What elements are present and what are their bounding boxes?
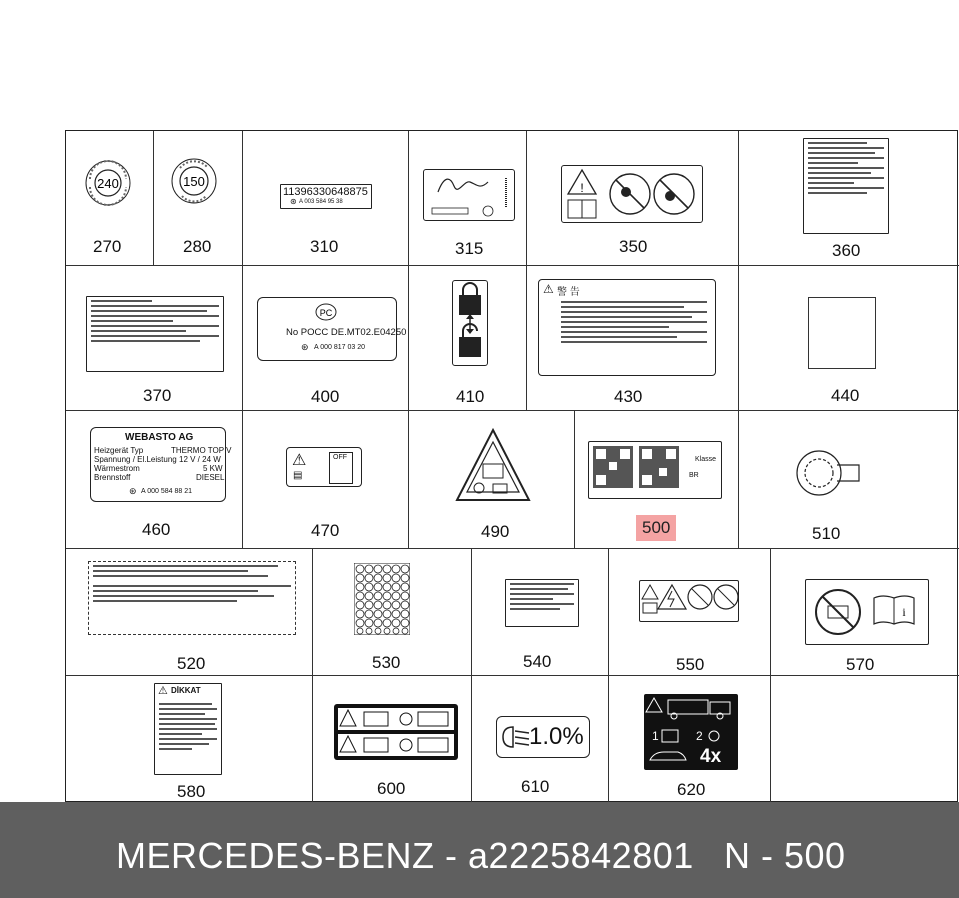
blank-label [808, 297, 876, 369]
qr-code-label [588, 441, 722, 499]
warning-triangle-icon: ⚠ [543, 282, 554, 296]
cell-350[interactable] [527, 131, 739, 266]
nut-washer-icon [791, 445, 863, 501]
lock-icon [453, 281, 487, 365]
cell-360[interactable] [739, 131, 959, 266]
part-number: 570 [846, 655, 875, 674]
info-label-text [505, 579, 579, 627]
cell-310[interactable] [243, 131, 409, 266]
warning-heading: DİKKAT [171, 686, 201, 695]
cell-510[interactable] [739, 411, 959, 549]
cell-570[interactable] [771, 549, 959, 676]
spec-value: 12 V / 24 W [179, 455, 221, 464]
spec-label: Heizgerät Typ [94, 446, 144, 455]
qr-code-icon [593, 446, 633, 488]
spec-value: THERMO TOP V [171, 446, 232, 455]
brand-name: WEBASTO AG [125, 432, 194, 443]
warning-heading: 警 告 [557, 287, 580, 298]
cell-540[interactable] [472, 549, 609, 676]
battery-no-fire-sticker [805, 579, 929, 645]
warning-text-lines [557, 298, 711, 346]
part-number: 460 [142, 520, 171, 539]
svg-text:1: 1 [652, 729, 659, 743]
signature-plate [423, 169, 515, 221]
parts-diagram-grid [65, 130, 958, 802]
part-number: 540 [523, 652, 552, 671]
badge-value: 150 [183, 174, 205, 189]
headlight-icon [501, 725, 531, 749]
svg-text:PC: PC [319, 308, 333, 318]
part-number: 620 [677, 780, 706, 799]
cell-550[interactable] [609, 549, 771, 676]
manual-book-icon [872, 594, 916, 628]
part-number: 360 [832, 241, 861, 260]
part-number: 470 [311, 521, 340, 540]
cell-370[interactable] [66, 266, 243, 411]
part-number: 370 [143, 386, 172, 405]
tire-pressure-label [88, 561, 296, 635]
barcode-label [280, 184, 372, 209]
warning-triangle-icon: ⚠ [292, 452, 307, 469]
cell-280[interactable] [154, 131, 243, 266]
part-number: 550 [676, 655, 705, 674]
highlighted-part-number: 500 [636, 515, 676, 541]
turkish-warning-label [154, 683, 222, 775]
transport-label [644, 694, 738, 770]
footer-bar [0, 802, 959, 898]
cell-620[interactable] [609, 676, 771, 803]
part-number: 440 [831, 386, 860, 405]
cell-400[interactable] [243, 266, 409, 411]
part-code: A 003 584 95 38 [299, 199, 343, 205]
cell-530[interactable] [313, 549, 472, 676]
spec-label: Spannung / El.Leistung [94, 455, 177, 464]
heater-warning-sticker [286, 447, 362, 487]
off-text: OFF [333, 454, 347, 461]
part-number: 310 [310, 237, 339, 256]
cell-490[interactable] [409, 411, 575, 549]
warning-sticker [561, 165, 703, 223]
headlight-aim-value: 1.0% [529, 723, 584, 750]
speed-badge-150-icon [170, 156, 218, 206]
headlight-aim-label [496, 716, 590, 758]
svg-text:!: ! [580, 181, 584, 195]
battery-warning-pictograms-icon [640, 581, 738, 621]
certificate-number: No POCC DE.MT02.E04250 [286, 327, 407, 338]
part-number: 520 [177, 654, 206, 673]
signature-icon [424, 170, 514, 220]
spec-value: DIESEL [196, 473, 225, 482]
warning-triangle-icon: ⚠ [158, 685, 168, 697]
gost-cert-icon [314, 302, 338, 322]
part-number: 400 [311, 387, 340, 406]
info-label-text [803, 138, 889, 234]
part-number: 430 [614, 387, 643, 406]
cell-270[interactable] [66, 131, 154, 266]
speed-badge-240-icon [84, 159, 132, 207]
lock-unlock-label [452, 280, 488, 366]
part-number: 350 [619, 237, 648, 256]
klasse-text: Klasse [695, 456, 717, 463]
part-code: A 000 817 03 20 [314, 344, 365, 351]
cell-empty [771, 676, 959, 803]
part-number: 410 [456, 387, 485, 406]
off-switch-icon [329, 452, 353, 484]
cell-600[interactable] [313, 676, 472, 803]
part-number: 580 [177, 782, 206, 801]
part-number: 315 [455, 239, 484, 258]
cell-440[interactable] [739, 266, 959, 411]
mercedes-star-icon: ⊛ [301, 342, 309, 352]
spec-label: Brennstoff [94, 473, 131, 482]
part-code: A 000 584 88 21 [141, 488, 192, 495]
warning-pictograms-icon [562, 166, 702, 222]
spec-label: Wärmestrom [94, 464, 140, 473]
cell-580[interactable] [66, 676, 313, 803]
airbag-warning-label [538, 279, 716, 376]
mercedes-star-icon: ⊛ [290, 197, 297, 206]
part-number: 270 [93, 237, 122, 256]
triangle-warning-icon [453, 426, 533, 506]
badge-value: 240 [97, 176, 119, 191]
battery-warning-sticker [639, 580, 739, 622]
part-number: 610 [521, 777, 550, 796]
mercedes-star-icon: ⊛ [129, 486, 137, 496]
footer-position: N - 500 [724, 835, 846, 876]
barcode-number: 11396330648875 [283, 186, 368, 198]
dot-matrix-pattern-icon [354, 563, 410, 635]
cell-610[interactable] [472, 676, 609, 803]
cell-520[interactable] [66, 549, 313, 676]
manual-icon: ▤ [293, 470, 303, 481]
part-number: 530 [372, 653, 401, 672]
cell-470[interactable] [243, 411, 409, 549]
multiplier-text: 4x [700, 746, 722, 767]
webasto-plate [90, 427, 232, 502]
part-number: 280 [183, 237, 212, 256]
spec-value: 5 KW [203, 464, 223, 473]
certification-label [257, 297, 407, 361]
dark-pictogram-label-icon [334, 704, 458, 760]
cell-430[interactable] [527, 266, 739, 411]
cell-500[interactable] [575, 411, 739, 549]
qr-code-icon [639, 446, 679, 488]
info-label-text [86, 296, 224, 372]
warning-text-lines [155, 700, 221, 753]
cell-460[interactable] [66, 411, 243, 549]
transport-pictograms-icon [644, 694, 738, 770]
cell-410[interactable] [409, 266, 527, 411]
footer-part-number: MERCEDES-BENZ - a2225842801 [116, 835, 694, 876]
part-number: 490 [481, 522, 510, 541]
part-number: 600 [377, 779, 406, 798]
part-number: 510 [812, 524, 841, 543]
br-text: BR [689, 472, 699, 479]
svg-text:2: 2 [696, 729, 703, 743]
no-fire-battery-icon [812, 586, 864, 638]
cell-315[interactable] [409, 131, 527, 266]
svg-text:i: i [902, 605, 906, 619]
